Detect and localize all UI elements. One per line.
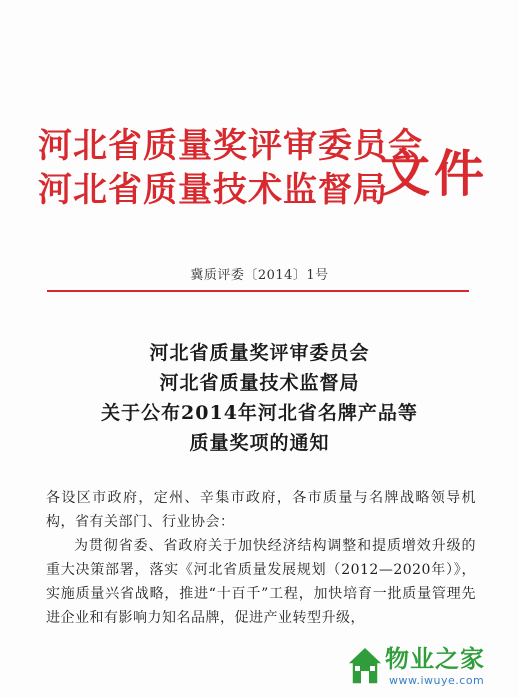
site-watermark — [345, 644, 515, 692]
title-line-1: 河北省质量奖评审委员会 — [149, 342, 370, 364]
house-icon — [345, 644, 385, 688]
watermark-site-name: 物业之家 — [385, 645, 485, 673]
document-type-word: 文件 — [380, 145, 488, 203]
issuing-org-1: 河北省质量奖评审委员会 — [38, 126, 423, 166]
body-paragraph-1: 为贯彻省委、省政府关于加快经济结构调整和提质增效升级的重大决策部署，落实《河北省质量发展规划（2012—2020年）》，实施质量兴省战略，推进“十百千”工程，加快培育一批质量管理先进企业和有影响力知名品牌，促进产业转型升级， — [46, 538, 476, 626]
header-divider — [47, 290, 469, 292]
title-line-3: 关于公布2014年河北省名牌产品等 — [101, 402, 418, 424]
watermark-site-url: www.iwuye.com — [389, 674, 485, 687]
notice-body — [46, 486, 476, 630]
document-number: 冀质评委〔2014〕1号 — [190, 268, 329, 283]
title-line-4: 质量奖项的通知 — [189, 432, 330, 454]
notice-title — [0, 338, 519, 458]
document-header — [38, 126, 488, 218]
title-line-2: 河北省质量技术监督局 — [159, 372, 360, 394]
issuing-org-2: 河北省质量技术监督局 — [38, 170, 388, 210]
addressee-paragraph: 各设区市政府，定州、辛集市政府，各市质量与名牌战略领导机构，省有关部门、行业协会： — [46, 490, 476, 530]
